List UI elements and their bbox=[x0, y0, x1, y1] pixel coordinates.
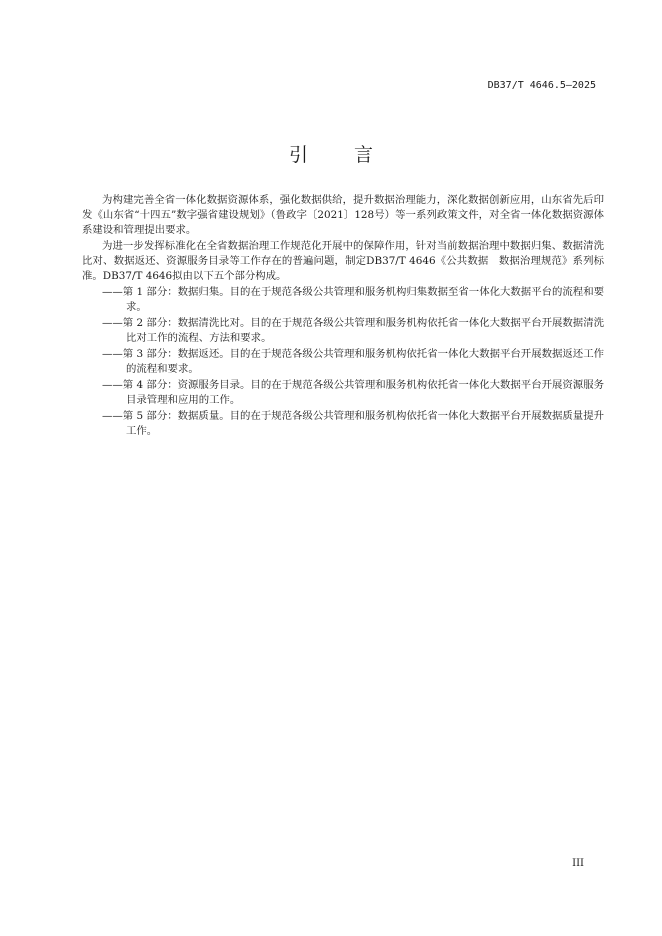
part-list-item-1: ——第 1 部分：数据归集。目的在于规范各级公共管理和服务机构归集数据至省一体化大数据平台的流程和要求。 bbox=[102, 286, 604, 313]
part-list-item-3: ——第 3 部分：数据返还。目的在于规范各级公共管理和服务机构依托省一体化大数据平台开展数据返还工作的流程和要求。 bbox=[102, 348, 604, 375]
title-char-1: 引 bbox=[288, 144, 308, 166]
part-list-item-5: ——第 5 部分：数据质量。目的在于规范各级公共管理和服务机构依托省一体化大数据平台开展数据质量提升工作。 bbox=[102, 410, 604, 437]
introduction-body bbox=[82, 193, 604, 440]
part-list-item-2: ——第 2 部分：数据清洗比对。目的在于规范各级公共管理和服务机构依托省一体化大数据平台开展数据清洗比对工作的流程、方法和要求。 bbox=[102, 317, 604, 344]
intro-paragraph-2: 为进一步发挥标准化在全省数据治理工作规范化开展中的保障作用，针对当前数据治理中数据归集、数据清洗比对、数据返还、资源服务目录等工作存在的普遍问题，制定DB37/T 4646《公共数据 数据治理规范》系列标准。DB37/T 4646拟由以下五个部分构成。 bbox=[82, 240, 604, 282]
document-code: DB37/T 4646.5—2025 bbox=[487, 80, 596, 91]
title-char-2: 言 bbox=[354, 144, 374, 166]
page-title bbox=[0, 140, 662, 167]
intro-paragraph-1: 为构建完善全省一体化数据资源体系，强化数据供给，提升数据治理能力，深化数据创新应用，山东省先后印发《山东省“十四五”数字强省建设规划》（鲁政字〔2021〕128号）等一系列政策文件，对全省一体化数据资源体系建设和管理提出要求。 bbox=[82, 194, 604, 236]
page-number: III bbox=[572, 858, 584, 869]
part-list-item-4: ——第 4 部分：资源服务目录。目的在于规范各级公共管理和服务机构依托省一体化大数据平台开展资源服务目录管理和应用的工作。 bbox=[102, 379, 604, 406]
